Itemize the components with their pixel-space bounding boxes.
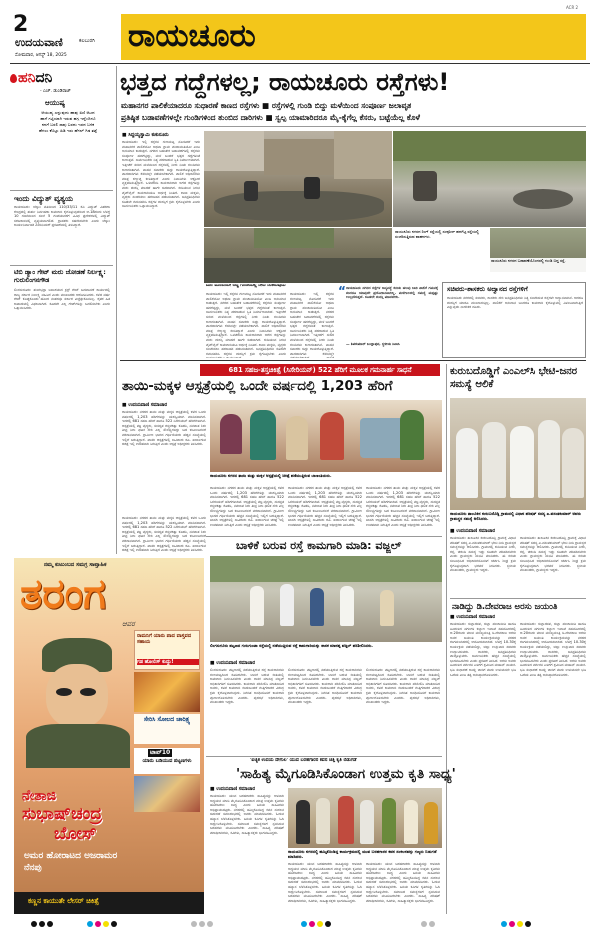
lead-photo-street xyxy=(204,131,392,227)
lead-photo-caption3: ರಾಯಚೂರು ನಗರದ ಬಡಾವಣೆಯೊಂದರಲ್ಲಿ ಗುಂಡಿ ಬಿದ್ದ ರಸ್ತೆ. xyxy=(490,258,586,280)
taranga-promo3b-text: ಯಾರು ಬಡಿಯುವ ಪಟ್ಟಣಗಳು xyxy=(142,758,192,764)
road-work-headline: ಬಾಳಿಕೆ ಬರುವ ರಸ್ತೆ ಕಾಮಗಾರಿ ಮಾಡಿ: ವಜ್ಜಲ್ xyxy=(236,539,402,552)
left-story2-body: ಲಿಂಗಸುಗೂರು: ತುಂಗಭದ್ರಾ ಜಲಾಶಯದ ಕ್ರಸ್ಟ್ ಗೇಟ್ ಬದಲಾವಣೆ ಕಾರ್ಯದಲ್ಲಿ ರಾಜ್ಯ ಸರ್ಕಾರ ನಿರ್ಲಕ್ಷ್ಯ ವಹಿಸಿದೆ ಎಂದು ಮುಖಂಡರು ಆರೋಪಿಸಿದರು. ಕಳೆದ ವರ್ಷ ಗೇಟ್ ಕೊಚ್ಚಿಕೊಂಡು ಹೋದ ನಂತರವೂ ಸರ್ಕಾರ ಎಚ್ಚೆತ್ತುಕೊಂಡಿಲ್ಲ. ರೈತರ ಹಿತ ಕಾಪಾಡುವಲ್ಲಿ ವಿಫಲವಾಗಿದೆ. ಕೂಡಲೇ ಎಲ್ಲ ಗೇಟ್‌ಗಳನ್ನು ಬದಲಿಸಬೇಕು ಎಂದು ಒತ್ತಾಯಿಸಿದರು. xyxy=(14,288,110,311)
maternity-body-col1: ರಾಯಚೂರು: ನಗರದ ತಾಯಿ ಮತ್ತು ಮಕ್ಕಳ ಆಸ್ಪತ್ರೆಯಲ್ಲಿ ಕಳೆದ ಒಂದು ವರ್ಷದಲ್ಲಿ 1,203 ಹೆರಿಗೆಗಳನ್ನು ಯಶಸ್ವಿಯಾಗಿ ಮಾಡಿಸಲಾಗಿದೆ. ಇದರಲ್ಲಿ 681 ಸಹಜ ಹೆರಿಗೆ ಹಾಗೂ 522 ಸಿಸೇರಿಯನ್ ಹೆರಿಗೆಗಳಾಗಿವೆ. ಆಸ್ಪತ್ರೆಯಲ್ಲಿ ತಜ್ಞ ವೈದ್ಯರು, ಸುಸಜ್ಜಿತ ಶಸ್ತ್ರಚಿಕಿತ್ಸಾ ಕೊಠಡಿ, ನವಜಾತ ಶಿಶು ತೀವ್ರ ನಿಗಾ ಘಟಕ ಸೇರಿ ಎಲ್ಲ ಸೌಲಭ್ಯಗಳಿದ್ದು ಬಡ ಕುಟುಂಬಗಳಿಗೆ ವರದಾನವಾಗಿದೆ. ಗ್ರಾಮೀಣ ಭಾಗದ ಗರ್ಭಿಣಿಯರು ಹೆಚ್ಚಿನ ಸಂಖ್ಯೆಯಲ್ಲಿ ಇಲ್ಲಿಗೆ ಬರುತ್ತಿದ್ದಾರೆ. ಖಾಸಗಿ ಆಸ್ಪತ್ರೆಗಳಲ್ಲಿ ಸಾವಿರಾರು ರೂ. ಖರ್ಚಾಗುವ ಚಿಕಿತ್ಸೆ ಇಲ್ಲಿ ಉಚಿತವಾಗಿ ಸಿಗುತ್ತಿದೆ ಎಂದು ಆಸ್ಪತ್ರೆ ಅಧೀಕ್ಷಕರು ತಿಳಿಸಿದರು. xyxy=(122,410,206,447)
taranga-promo3 xyxy=(134,748,200,774)
registration-marks xyxy=(30,912,54,928)
taranga-tagline: ನಮ್ಮ ಕುಟುಂಬದ ಸಮಗ್ರ ಸಾಪ್ತಾಹಿಕ xyxy=(44,562,107,568)
poem-text: ಆಯುಷ್ಯ ಎನ್ನುವುದು ಹಾವು ಏಣಿ ಆಟದ ಹಾಗೆ ಗಟ್ಟಿಯಾಗಿ ಇರುವ ಹಗ್ಗ ಇನ್ನೆಂದಿಗೂ ನನಗೆ ಬರಲಿ ಸಾವು ಬರದು ಇರದ ಬಳಿಕ ಹೆಗಲು ಕೊಟ್ಟು ಹಿಡಿ ಇರು ಹೆಗಲ್ ಗಿಡ ತಟ್ಟೆ xyxy=(38,110,98,133)
hanidani-box xyxy=(10,66,113,190)
mlc-visit-byline: ■ ಉದಯವಾಣಿ ಸಮಾಚಾರ xyxy=(450,529,496,534)
devaraj-body-col2: ರಾಯಚೂರು: ಜಿಲ್ಲಾಡಳಿತ, ಜಿಲ್ಲಾ ಪಂಚಾಯಿತಿ ಹಾಗೂ ಹಿಂದುಳಿದ ವರ್ಗಗಳ ಕಲ್ಯಾಣ ಇಲಾಖೆ ಸಹಯೋಗದಲ್ಲಿ ಆ.20ರಂದು ಮಾಜಿ ಮುಖ್ಯಮಂತ್ರಿ ಡಿ.ದೇವರಾಜ ಅರಸು ಅವರ ಜಯಂತಿ ಕಾರ್ಯಕ್ರಮವನ್ನು ನಗರದ ರಂಗಮಂದಿರದಲ್ಲಿ ಆಯೋಜಿಸಲಾಗಿದೆ. ಬೆಳಗ್ಗೆ 10.30ಕ್ಕೆ ಕಾರ್ಯಕ್ರಮ ನಡೆಯಲಿದ್ದು, ಜಿಲ್ಲಾ ಉಸ್ತುವಾರಿ ಸಚಿವರು ಉದ್ಘಾಟಿಸುವರು. ಶಾಸಕರು, ಜನಪ್ರತಿನಿಧಿಗಳು ಪಾಲ್ಗೊಳ್ಳುವರು. ಸಾರ್ವಜನಿಕರು ಹೆಚ್ಚಿನ ಸಂಖ್ಯೆಯಲ್ಲಿ ಭಾಗವಹಿಸಬೇಕು ಎಂದು ಪ್ರಕಟಣೆ ತಿಳಿಸಿದೆ. ಅರಸು ಅವರು ಹಿಂದುಳಿದ ವರ್ಗಗಳ ಏಳಿಗೆಗೆ ಶ್ರಮಿಸಿದ ಮಹಾನ್ ನಾಯಕ. ಭೂ ಸುಧಾರಣೆ ಕಾಯ್ದೆ ಜಾರಿಗೆ ತಂದು ಉಳುವವನೇ ಭೂ ಒಡೆಯ ಎಂಬ ತತ್ವ ಅನುಷ್ಠಾನಗೊಳಿಸಿದರು. xyxy=(520,622,586,677)
taranga-title: ತರಂಗ xyxy=(20,569,106,618)
lead-body-col1: ರಾಯಚೂರು: ಇಲ್ಲಿ ರಸ್ತೆಗಳ ಗುಣಮಟ್ಟ ನೋಡಿದರೆ ಇದು ಮಹಾನಗರ ಪಾಲಿಕೆಯೋ ಅಥವಾ ಗ್ರಾಮ ಪಂಚಾಯಿತಿಯೋ ಎಂಬ ಅನುಮಾನ ಕಾಡುತ್ತದೆ. ನಗರದ ಬಹುತೇಕ ಬಡಾವಣೆಗಳಲ್ಲಿ ರಸ್ತೆಗಳು ಸಂಪೂರ್ಣ ಹದಗೆಟ್ಟಿದ್ದು, ಮಳೆ ಬಂದರೆ ಭತ್ತದ ಗದ್ದೆಗಳಂತೆ ಕಾಣುತ್ತವೆ. ಸಾರ್ವಜನಿಕರು ನಿತ್ಯ ಪರದಾಡುವ ಸ್ಥಿತಿ ನಿರ್ಮಾಣವಾಗಿದೆ. ಇತ್ತೀಚೆಗೆ ಸುರಿದ ಮಳೆಯಿಂದ ರಸ್ತೆಗಳಲ್ಲಿ ನೀರು ನಿಂತು ಗುಂಡಿಗಳು ಕಾಣದಂತಾಗಿವೆ. ವಾಹನ ಸವಾರರು ಬಿದ್ದು ಗಾಯಗೊಳ್ಳುತ್ತಿದ್ದಾರೆ. ಪಾದಚಾರಿಗಳು ಕೆಸರಿನಲ್ಲೇ ನಡೆಯಬೇಕಾಗಿದೆ. ಪಾಲಿಕೆ ಅಧಿಕಾರಿಗಳು ಮಾತ್ರ ಕಣ್ಮುಚ್ಚಿ ಕುಳಿತಿದ್ದಾರೆ ಎಂದು ನಿವಾಸಿಗಳು ಆಕ್ರೋಶ ವ್ಯಕ್ತಪಡಿಸುತ್ತಿದ್ದಾರೆ. ಒಳಚರಂಡಿ ಕಾಮಗಾರಿಗಾಗಿ ಅಗೆದ ರಸ್ತೆಗಳನ್ನು ಮರು ದುರಸ್ತಿ ಮಾಡದೆ ಹಾಗೇ ಬಿಡಲಾಗಿದೆ. ಕುಡಿಯುವ ನೀರಿನ ಪೈಪ್‌ಲೈನ್ ಕಾಮಗಾರಿಯೂ ಅರ್ಧಕ್ಕೆ ನಿಂತಿದೆ. ಶಾಲಾ ಮಕ್ಕಳು, ವೃದ್ಧರು ಸಂಚರಿಸಲು ಹರಸಾಹಸ ಪಡುವಂತಾಗಿದೆ. ಜನಪ್ರತಿನಿಧಿಗಳು ಕೂಡಲೇ ಗಮನಹರಿಸಿ ರಸ್ತೆಗಳ ದುರಸ್ತಿಗೆ ಕ್ರಮ ಕೈಗೊಳ್ಳಬೇಕು ಎಂದು ಸಾರ್ವಜನಿಕರು ಒತ್ತಾಯಿಸಿದ್ದಾರೆ. xyxy=(122,140,200,209)
taranga-promo2-text: ಸೇರಿಸಿ ಸೋಲದ ಚಾರಿತ್ರ್ಯ xyxy=(143,716,191,723)
lead-byline: ■ ಸಿದ್ದಯ್ಯಸ್ವಾಮಿ ಕುಕುನೂರು xyxy=(122,133,169,138)
sidebox-body: ರಾಯಚೂರು ನಗರದಲ್ಲಿ ಸಚಿವರು, ಶಾಸಕರು ಸೇರಿ ಜನಪ್ರತಿನಿಧಿಗಳು ನಿತ್ಯ ಸಂಚರಿಸುವ ರಸ್ತೆಗಳೇ ಅದ್ವಾನವಾಗಿವೆ. ಆದರೂ ದುರಸ್ತಿಗೆ ಯಾರೂ ಮುಂದಾಗುತ್ತಿಲ್ಲ. ಪಾಲಿಕೆಗೆ ಅನುದಾನ ಬಂದರೂ ಕಾಮಗಾರಿ ಕೈಗೊಳ್ಳುವಲ್ಲಿ ವಿಳಂಬವಾಗುತ್ತಿದೆ ಎನ್ನುವುದು ನಾಗರಿಕರ ದೂರು. xyxy=(447,296,583,310)
sahitya-photo-caption: ರಾಯಚೂರು ನಗರದಲ್ಲಿ ಹಮ್ಮಿಕೊಂಡಿದ್ದ ಕಾರ್ಯಕ್ರಮದಲ್ಲಿ ಯುವ ಬರಹಗಾರರ ಕವನ ಸಂಕಲನವನ್ನು ಗಣ್ಯರು ಬಿಡುಗಡೆ ಮಾಡಿದರು. xyxy=(288,850,437,859)
registration-marks-2 xyxy=(86,912,118,928)
edition-label: ಕಲಬುರಗಿ xyxy=(79,38,95,44)
maternity-body-col3: ರಾಯಚೂರು: ನಗರದ ತಾಯಿ ಮತ್ತು ಮಕ್ಕಳ ಆಸ್ಪತ್ರೆಯಲ್ಲಿ ಕಳೆದ ಒಂದು ವರ್ಷದಲ್ಲಿ 1,203 ಹೆರಿಗೆಗಳನ್ನು ಯಶಸ್ವಿಯಾಗಿ ಮಾಡಿಸಲಾಗಿದೆ. ಇದರಲ್ಲಿ 681 ಸಹಜ ಹೆರಿಗೆ ಹಾಗೂ 522 ಸಿಸೇರಿಯನ್ ಹೆರಿಗೆಗಳಾಗಿವೆ. ಆಸ್ಪತ್ರೆಯಲ್ಲಿ ತಜ್ಞ ವೈದ್ಯರು, ಸುಸಜ್ಜಿತ ಶಸ್ತ್ರಚಿಕಿತ್ಸಾ ಕೊಠಡಿ, ನವಜಾತ ಶಿಶು ತೀವ್ರ ನಿಗಾ ಘಟಕ ಸೇರಿ ಎಲ್ಲ ಸೌಲಭ್ಯಗಳಿದ್ದು ಬಡ ಕುಟುಂಬಗಳಿಗೆ ವರದಾನವಾಗಿದೆ. ಗ್ರಾಮೀಣ ಭಾಗದ ಗರ್ಭಿಣಿಯರು ಹೆಚ್ಚಿನ ಸಂಖ್ಯೆಯಲ್ಲಿ ಇಲ್ಲಿಗೆ ಬರುತ್ತಿದ್ದಾರೆ. ಖಾಸಗಿ ಆಸ್ಪತ್ರೆಗಳಲ್ಲಿ ಸಾವಿರಾರು ರೂ. ಖರ್ಚಾಗುವ ಚಿಕಿತ್ಸೆ ಇಲ್ಲಿ ಉಚಿತವಾಗಿ ಸಿಗುತ್ತಿದೆ ಎಂದು ಆಸ್ಪತ್ರೆ ಅಧೀಕ್ಷಕರು ತಿಳಿಸಿದರು. xyxy=(288,486,362,527)
hanidani-author: - ಎಚ್. ಡುಂಡಿರಾಜ್ xyxy=(40,89,71,94)
maternity-photo xyxy=(210,400,442,472)
lead-body-col2: ರಾಯಚೂರು: ಇಲ್ಲಿ ರಸ್ತೆಗಳ ಗುಣಮಟ್ಟ ನೋಡಿದರೆ ಇದು ಮಹಾನಗರ ಪಾಲಿಕೆಯೋ ಅಥವಾ ಗ್ರಾಮ ಪಂಚಾಯಿತಿಯೋ ಎಂಬ ಅನುಮಾನ ಕಾಡುತ್ತದೆ. ನಗರದ ಬಹುತೇಕ ಬಡಾವಣೆಗಳಲ್ಲಿ ರಸ್ತೆಗಳು ಸಂಪೂರ್ಣ ಹದಗೆಟ್ಟಿದ್ದು, ಮಳೆ ಬಂದರೆ ಭತ್ತದ ಗದ್ದೆಗಳಂತೆ ಕಾಣುತ್ತವೆ. ಸಾರ್ವಜನಿಕರು ನಿತ್ಯ ಪರದಾಡುವ ಸ್ಥಿತಿ ನಿರ್ಮಾಣವಾಗಿದೆ. ಇತ್ತೀಚೆಗೆ ಸುರಿದ ಮಳೆಯಿಂದ ರಸ್ತೆಗಳಲ್ಲಿ ನೀರು ನಿಂತು ಗುಂಡಿಗಳು ಕಾಣದಂತಾಗಿವೆ. ವಾಹನ ಸವಾರರು ಬಿದ್ದು ಗಾಯಗೊಳ್ಳುತ್ತಿದ್ದಾರೆ. ಪಾದಚಾರಿಗಳು ಕೆಸರಿನಲ್ಲೇ ನಡೆಯಬೇಕಾಗಿದೆ. ಪಾಲಿಕೆ ಅಧಿಕಾರಿಗಳು ಮಾತ್ರ ಕಣ್ಮುಚ್ಚಿ ಕುಳಿತಿದ್ದಾರೆ ಎಂದು ನಿವಾಸಿಗಳು ಆಕ್ರೋಶ ವ್ಯಕ್ತಪಡಿಸುತ್ತಿದ್ದಾರೆ. ಒಳಚರಂಡಿ ಕಾಮಗಾರಿಗಾಗಿ ಅಗೆದ ರಸ್ತೆಗಳನ್ನು ಮರು ದುರಸ್ತಿ ಮಾಡದೆ ಹಾಗೇ ಬಿಡಲಾಗಿದೆ. ಕುಡಿಯುವ ನೀರಿನ ಪೈಪ್‌ಲೈನ್ ಕಾಮಗಾರಿಯೂ ಅರ್ಧಕ್ಕೆ ನಿಂತಿದೆ. ಶಾಲಾ ಮಕ್ಕಳು, ವೃದ್ಧರು ಸಂಚರಿಸಲು ಹರಸಾಹಸ ಪಡುವಂತಾಗಿದೆ. ಜನಪ್ರತಿನಿಧಿಗಳು ಕೂಡಲೇ ಗಮನಹರಿಸಿ ರಸ್ತೆಗಳ ದುರಸ್ತಿಗೆ ಕ್ರಮ ಕೈಗೊಳ್ಳಬೇಕು ಎಂದು xyxy=(206,292,286,356)
maternity-body-col2: ರಾಯಚೂರು: ನಗರದ ತಾಯಿ ಮತ್ತು ಮಕ್ಕಳ ಆಸ್ಪತ್ರೆಯಲ್ಲಿ ಕಳೆದ ಒಂದು ವರ್ಷದಲ್ಲಿ 1,203 ಹೆರಿಗೆಗಳನ್ನು ಯಶಸ್ವಿಯಾಗಿ ಮಾಡಿಸಲಾಗಿದೆ. ಇದರಲ್ಲಿ 681 ಸಹಜ ಹೆರಿಗೆ ಹಾಗೂ 522 ಸಿಸೇರಿಯನ್ ಹೆರಿಗೆಗಳಾಗಿವೆ. ಆಸ್ಪತ್ರೆಯಲ್ಲಿ ತಜ್ಞ ವೈದ್ಯರು, ಸುಸಜ್ಜಿತ ಶಸ್ತ್ರಚಿಕಿತ್ಸಾ ಕೊಠಡಿ, ನವಜಾತ ಶಿಶು ತೀವ್ರ ನಿಗಾ ಘಟಕ ಸೇರಿ ಎಲ್ಲ ಸೌಲಭ್ಯಗಳಿದ್ದು ಬಡ ಕುಟುಂಬಗಳಿಗೆ ವರದಾನವಾಗಿದೆ. ಗ್ರಾಮೀಣ ಭಾಗದ ಗರ್ಭಿಣಿಯರು ಹೆಚ್ಚಿನ ಸಂಖ್ಯೆಯಲ್ಲಿ ಇಲ್ಲಿಗೆ ಬರುತ್ತಿದ್ದಾರೆ. ಖಾಸಗಿ ಆಸ್ಪತ್ರೆಗಳಲ್ಲಿ ಸಾವಿರಾರು ರೂ. ಖರ್ಚಾಗುವ ಚಿಕಿತ್ಸೆ ಇಲ್ಲಿ ಉಚಿತವಾಗಿ ಸಿಗುತ್ತಿದೆ ಎಂದು ಆಸ್ಪತ್ರೆ ಅಧೀಕ್ಷಕರು ತಿಳಿಸಿದರು. xyxy=(210,486,284,527)
taranga-bottom-bar xyxy=(14,892,204,914)
lead-headline: ಭತ್ತದ ಗದ್ದೆಗಳಲ್ಲ; ರಾಯಚೂರು ರಸ್ತೆಗಳು! xyxy=(120,68,450,96)
hanidani-brand-a: ಹನಿ xyxy=(18,70,36,86)
lead-photo-colony xyxy=(204,228,392,283)
taranga-name1: ನೇತಾಜಿ xyxy=(22,788,57,804)
mlc-visit-body-col1: ರಾಯಚೂರು: ತಾಲೂಕಿನ ಕುರುಬದೊಡ್ಡಿ ಗ್ರಾಮಕ್ಕೆ ವಿಧಾನ ಪರಿಷತ್ ಸದಸ್ಯ ಎ.ವಸಂತಕುಮಾರ್ ಭೇಟಿ ನೀಡಿ ಗ್ರಾಮಸ್ಥರ ಸಮಸ್ಯೆಗಳನ್ನು ಆಲಿಸಿದರು. ಗ್ರಾಮದಲ್ಲಿ ಕುಡಿಯುವ ನೀರು, ರಸ್ತೆ, ಚರಂಡಿ ಸಮಸ್ಯೆ ಇದ್ದು ಕೂಡಲೇ ಪರಿಹರಿಸಬೇಕು ಎಂದು ಗ್ರಾಮಸ್ಥರು ಮನವಿ ಮಾಡಿದರು. ಈ ಕುರಿತು ಸಂಬಂಧಿಸಿದ ಅಧಿಕಾರಿಗಳೊಂದಿಗೆ ಚರ್ಚಿಸಿ ಶೀಘ್ರ ಕ್ರಮ ಕೈಗೊಳ್ಳುವುದಾಗಿ ಭರವಸೆ ನೀಡಿದರು. ಸ್ಥಳೀಯ ಮುಖಂಡರು, ಗ್ರಾಮಸ್ಥರು ಇದ್ದರು. xyxy=(450,536,516,573)
taranga-promo-img1 xyxy=(134,672,200,712)
lead-strip-caption: ಮನೆ ಮುಂದೆಯೇ ಬಿದ್ದ ಗುಂಡಿಯಲ್ಲಿ ನೀರು ನಿಂತಿರುವುದು xyxy=(206,284,286,288)
lead-photo-wet-road xyxy=(393,131,586,227)
lead-photo-caption2: ರಾಯಚೂರು ನಗರದ ರಿಂಗ್ ರಸ್ತೆಯಲ್ಲಿ ಸಂಪೂರ್ಣ ಹದಗೆಟ್ಟ ರಸ್ತೆಯಲ್ಲಿ ಸಂಚರಿಸುತ್ತಿರುವ ವಾಹನಗಳು. xyxy=(393,228,489,272)
devaraj-body-col1: ರಾಯಚೂರು: ಜಿಲ್ಲಾಡಳಿತ, ಜಿಲ್ಲಾ ಪಂಚಾಯಿತಿ ಹಾಗೂ ಹಿಂದುಳಿದ ವರ್ಗಗಳ ಕಲ್ಯಾಣ ಇಲಾಖೆ ಸಹಯೋಗದಲ್ಲಿ ಆ.20ರಂದು ಮಾಜಿ ಮುಖ್ಯಮಂತ್ರಿ ಡಿ.ದೇವರಾಜ ಅರಸು ಅವರ ಜಯಂತಿ ಕಾರ್ಯಕ್ರಮವನ್ನು ನಗರದ ರಂಗಮಂದಿರದಲ್ಲಿ ಆಯೋಜಿಸಲಾಗಿದೆ. ಬೆಳಗ್ಗೆ 10.30ಕ್ಕೆ ಕಾರ್ಯಕ್ರಮ ನಡೆಯಲಿದ್ದು, ಜಿಲ್ಲಾ ಉಸ್ತುವಾರಿ ಸಚಿವರು ಉದ್ಘಾಟಿಸುವರು. ಶಾಸಕರು, ಜನಪ್ರತಿನಿಧಿಗಳು ಪಾಲ್ಗೊಳ್ಳುವರು. ಸಾರ್ವಜನಿಕರು ಹೆಚ್ಚಿನ ಸಂಖ್ಯೆಯಲ್ಲಿ ಭಾಗವಹಿಸಬೇಕು ಎಂದು ಪ್ರಕಟಣೆ ತಿಳಿಸಿದೆ. ಅರಸು ಅವರು ಹಿಂದುಳಿದ ವರ್ಗಗಳ ಏಳಿಗೆಗೆ ಶ್ರಮಿಸಿದ ಮಹಾನ್ ನಾಯಕ. ಭೂ ಸುಧಾರಣೆ ಕಾಯ್ದೆ ಜಾರಿಗೆ ತಂದು ಉಳುವವನೇ ಭೂ ಒಡೆಯ ಎಂಬ ತತ್ವ ಅನುಷ್ಠಾನಗೊಳಿಸಿದರು. xyxy=(450,622,516,677)
road-work-caption: ಲಿಂಗಸುಗೂರು ಪಟ್ಟಣದ ಗುರುಗುಂಟಾ ರಸ್ತೆಯಲ್ಲಿ ನಡೆಯುತ್ತಿರುವ ರಸ್ತೆ ಕಾಮಗಾರಿಯನ್ನು ಶಾಸಕ ಮಾನಪ್ಪ ವಜ್ಜಲ್ ಪರಿಶೀಲಿಸಿದರು. xyxy=(210,644,373,648)
maternity-body-col1b: ರಾಯಚೂರು: ನಗರದ ತಾಯಿ ಮತ್ತು ಮಕ್ಕಳ ಆಸ್ಪತ್ರೆಯಲ್ಲಿ ಕಳೆದ ಒಂದು ವರ್ಷದಲ್ಲಿ 1,203 ಹೆರಿಗೆಗಳನ್ನು ಯಶಸ್ವಿಯಾಗಿ ಮಾಡಿಸಲಾಗಿದೆ. ಇದರಲ್ಲಿ 681 ಸಹಜ ಹೆರಿಗೆ ಹಾಗೂ 522 ಸಿಸೇರಿಯನ್ ಹೆರಿಗೆಗಳಾಗಿವೆ. ಆಸ್ಪತ್ರೆಯಲ್ಲಿ ತಜ್ಞ ವೈದ್ಯರು, ಸುಸಜ್ಜಿತ ಶಸ್ತ್ರಚಿಕಿತ್ಸಾ ಕೊಠಡಿ, ನವಜಾತ ಶಿಶು ತೀವ್ರ ನಿಗಾ ಘಟಕ ಸೇರಿ ಎಲ್ಲ ಸೌಲಭ್ಯಗಳಿದ್ದು ಬಡ ಕುಟುಂಬಗಳಿಗೆ ವರದಾನವಾಗಿದೆ. ಗ್ರಾಮೀಣ ಭಾಗದ ಗರ್ಭಿಣಿಯರು ಹೆಚ್ಚಿನ ಸಂಖ್ಯೆಯಲ್ಲಿ ಇಲ್ಲಿಗೆ ಬರುತ್ತಿದ್ದಾರೆ. ಖಾಸಗಿ ಆಸ್ಪತ್ರೆಗಳಲ್ಲಿ ಸಾವಿರಾರು ರೂ. ಖರ್ಚಾಗುವ ಚಿಕಿತ್ಸೆ ಇಲ್ಲಿ ಉಚಿತವಾಗಿ ಸಿಗುತ್ತಿದೆ ಎಂದು ಆಸ್ಪತ್ರೆ ಅಧೀಕ್ಷಕರು ತಿಳಿಸಿದರು. xyxy=(122,516,206,553)
mlc-visit-photo xyxy=(450,398,586,510)
taranga-ad xyxy=(14,558,204,914)
mlc-visit-caption: ರಾಯಚೂರು ತಾಲೂಕಿನ ಕುರುಬದೊಡ್ಡಿ ಗ್ರಾಮದಲ್ಲಿ ವಿಧಾನ ಪರಿಷತ್ ಸದಸ್ಯ ಎ.ವಸಂತಕುಮಾರ್ ಅವರು ಗ್ರಾಮಸ್ಥರ ಸಮಸ್ಯೆ ಆಲಿಸಿದರು. xyxy=(450,512,581,521)
sahitya-body-col2: ರಾಯಚೂರು: ಯುವ ಬರಹಗಾರರು ಸಾಹಿತ್ಯವನ್ನು ಆಳವಾಗಿ ಅಧ್ಯಯನ ಮಾಡಿ ಮೈಗೂಡಿಸಿಕೊಂಡಾಗ ಮಾತ್ರ ಉತ್ತಮ ಕೃತಿಗಳು ಹೊರಬರಲು ಸಾಧ್ಯ ಎಂದು ಹಿರಿಯ ಸಾಹಿತಿಗಳು ಅಭಿಪ್ರಾಯಪಟ್ಟರು. ನಗರದಲ್ಲಿ ಹಮ್ಮಿಕೊಂಡಿದ್ದ ಕವನ ಸಂಕಲನ ಬಿಡುಗಡೆ ಸಮಾರಂಭದಲ್ಲಿ ಅವರು ಮಾತನಾಡಿದರು. ಓದುವ ಹವ್ಯಾಸ ಬೆಳೆಸಿಕೊಳ್ಳಬೇಕು. ಹಿರಿಯ ಕವಿಗಳ ಕೃತಿಗಳನ್ನು ಓದಿ ಅರ್ಥೈಸಿಕೊಳ್ಳಬೇಕು. ಸಮಾಜದ ಸಮಸ್ಯೆಗಳಿಗೆ ಸ್ಪಂದಿಸುವ ಬರಹಗಳು ಮೂಡಿಬರಬೇಕು ಎಂದರು. ಸಾಹಿತ್ಯ ಪರಿಷತ್ ಪದಾಧಿಕಾರಿಗಳು, ಕವಿಗಳು, ಸಾಹಿತ್ಯಾಸಕ್ತರು ಭಾಗವಹಿಸಿದ್ದರು. xyxy=(288,862,362,903)
taranga-promo-img2 xyxy=(134,776,200,812)
lead-deck1: ಮಹಾನಗರ ಪಾಲಿಕೆಯಾದರೂ ಸುಧಾರಣೆ ಕಾಣದ ರಸ್ತೆಗಳು ■ ರಸ್ತೆಗಳಲ್ಲಿ ಗುಂಡಿ ಬಿದ್ದು ಮಳೆಯಿಂದ ಸಂಪೂರ್ಣ ಜಲಾವೃತ xyxy=(121,101,412,110)
date-line: ಸೋಮವಾರ, ಆಗಸ್ಟ್ 18, 2025 xyxy=(15,53,67,58)
devaraj-headline: ನಾಡಿದ್ದು ಡಿ.ದೇವರಾಜ ಅರಸು ಜಯಂತಿ xyxy=(452,601,558,611)
maternity-headline: ತಾಯಿ-ಮಕ್ಕಳ ಆಸ್ಪತ್ರೆಯಲ್ಲಿ ಒಂದೇ ವರ್ಷದಲ್ಲಿ 1,203 ಹೆರಿಗೆ xyxy=(122,379,393,394)
maternity-body-col4: ರಾಯಚೂರು: ನಗರದ ತಾಯಿ ಮತ್ತು ಮಕ್ಕಳ ಆಸ್ಪತ್ರೆಯಲ್ಲಿ ಕಳೆದ ಒಂದು ವರ್ಷದಲ್ಲಿ 1,203 ಹೆರಿಗೆಗಳನ್ನು ಯಶಸ್ವಿಯಾಗಿ ಮಾಡಿಸಲಾಗಿದೆ. ಇದರಲ್ಲಿ 681 ಸಹಜ ಹೆರಿಗೆ ಹಾಗೂ 522 ಸಿಸೇರಿಯನ್ ಹೆರಿಗೆಗಳಾಗಿವೆ. ಆಸ್ಪತ್ರೆಯಲ್ಲಿ ತಜ್ಞ ವೈದ್ಯರು, ಸುಸಜ್ಜಿತ ಶಸ್ತ್ರಚಿಕಿತ್ಸಾ ಕೊಠಡಿ, ನವಜಾತ ಶಿಶು ತೀವ್ರ ನಿಗಾ ಘಟಕ ಸೇರಿ ಎಲ್ಲ ಸೌಲಭ್ಯಗಳಿದ್ದು ಬಡ ಕುಟುಂಬಗಳಿಗೆ ವರದಾನವಾಗಿದೆ. ಗ್ರಾಮೀಣ ಭಾಗದ ಗರ್ಭಿಣಿಯರು ಹೆಚ್ಚಿನ ಸಂಖ್ಯೆಯಲ್ಲಿ ಇಲ್ಲಿಗೆ ಬರುತ್ತಿದ್ದಾರೆ. ಖಾಸಗಿ ಆಸ್ಪತ್ರೆಗಳಲ್ಲಿ ಸಾವಿರಾರು ರೂ. ಖರ್ಚಾಗುವ ಚಿಕಿತ್ಸೆ ಇಲ್ಲಿ ಉಚಿತವಾಗಿ ಸಿಗುತ್ತಿದೆ ಎಂದು ಆಸ್ಪತ್ರೆ ಅಧೀಕ್ಷಕರು ತಿಳಿಸಿದರು. xyxy=(366,486,440,527)
paper-name: ಉದಯವಾಣಿ xyxy=(15,36,63,49)
road-work-photo xyxy=(210,556,442,642)
lead-quote: ರಾಯಚೂರು ನಗರದ ರಸ್ತೆಗಳ ಅವ್ಯವಸ್ಥೆ ಕುರಿತು ಹಲವು ಬಾರಿ ಪಾಲಿಕೆ ಗಮನಕ್ಕೆ ತಂದರೂ ಯಾವುದೇ ಪ್ರಯೋಜನವಾಗಿಲ್ಲ. ಮಳೆಗಾಲದಲ್ಲಿ ಸಮಸ್ಯೆ ಮತ್ತಷ್ಟು ಉಲ್ಬಣಿಸುತ್ತದೆ. ಕೂಡಲೇ ದುರಸ್ತಿ ಮಾಡಬೇಕು. xyxy=(346,286,438,300)
taranga-promo2 xyxy=(134,714,200,744)
taranga-promo1 xyxy=(134,630,200,670)
registration-marks-3 xyxy=(190,912,214,928)
devaraj-byline: ■ ಉದಯವಾಣಿ ಸಮಾಚಾರ xyxy=(450,615,496,620)
road-work-body-col1: ಲಿಂಗಸುಗೂರು: ಪಟ್ಟಣದಲ್ಲಿ ನಡೆಯುತ್ತಿರುವ ರಸ್ತೆ ಕಾಮಗಾರಿಗಳು ಗುಣಮಟ್ಟದಿಂದ ಕೂಡಿರಬೇಕು. ಬಾಳಿಕೆ ಬರುವ ರೀತಿಯಲ್ಲಿ ಕಾಮಗಾರಿ ನಿರ್ವಹಿಸಬೇಕು ಎಂದು ಶಾಸಕ ಮಾನಪ್ಪ ವಜ್ಜಲ್ ಅಧಿಕಾರಿಗಳಿಗೆ ಸೂಚಿಸಿದರು. ಕಾಮಗಾರಿ ಪರಿಶೀಲಿಸಿ ಮಾತನಾಡಿದ ಅವರು, ಕಳಪೆ ಕಾಮಗಾರಿ ಕಂಡುಬಂದರೆ ಗುತ್ತಿಗೆದಾರರ ವಿರುದ್ಧ ಕ್ರಮ ಕೈಗೊಳ್ಳಲಾಗುವುದು. ನಿಗದಿತ ಅವಧಿಯೊಳಗೆ ಕಾಮಗಾರಿ ಪೂರ್ಣಗೊಳಿಸಬೇಕು ಎಂದರು. ಪುರಸಭೆ ಅಧಿಕಾರಿಗಳು, ಮುಖಂಡರು ಇದ್ದರು. xyxy=(210,668,284,705)
maternity-byline: ■ ಉದಯವಾಣಿ ಸಮಾಚಾರ xyxy=(122,403,168,408)
sahitya-body-col1: ರಾಯಚೂರು: ಯುವ ಬರಹಗಾರರು ಸಾಹಿತ್ಯವನ್ನು ಆಳವಾಗಿ ಅಧ್ಯಯನ ಮಾಡಿ ಮೈಗೂಡಿಸಿಕೊಂಡಾಗ ಮಾತ್ರ ಉತ್ತಮ ಕೃತಿಗಳು ಹೊರಬರಲು ಸಾಧ್ಯ ಎಂದು ಹಿರಿಯ ಸಾಹಿತಿಗಳು ಅಭಿಪ್ರಾಯಪಟ್ಟರು. ನಗರದಲ್ಲಿ ಹಮ್ಮಿಕೊಂಡಿದ್ದ ಕವನ ಸಂಕಲನ ಬಿಡುಗಡೆ ಸಮಾರಂಭದಲ್ಲಿ ಅವರು ಮಾತನಾಡಿದರು. ಓದುವ ಹವ್ಯಾಸ ಬೆಳೆಸಿಕೊಳ್ಳಬೇಕು. ಹಿರಿಯ ಕವಿಗಳ ಕೃತಿಗಳನ್ನು ಓದಿ ಅರ್ಥೈಸಿಕೊಳ್ಳಬೇಕು. ಸಮಾಜದ ಸಮಸ್ಯೆಗಳಿಗೆ ಸ್ಪಂದಿಸುವ ಬರಹಗಳು ಮೂಡಿಬರಬೇಕು ಎಂದರು. ಸಾಹಿತ್ಯ ಪರಿಷತ್ ಪದಾಧಿಕಾರಿಗಳು, ಕವಿಗಳು, ಸಾಹಿತ್ಯಾಸಕ್ತರು ಭಾಗವಹಿಸಿದ್ದರು. xyxy=(210,794,284,835)
hanidani-brand-b: ದನಿ xyxy=(35,70,53,86)
sahitya-headline: 'ಸಾಹಿತ್ಯ ಮೈಗೂಡಿಸಿಕೊಂಡಾಗ ಉತ್ತಮ ಕೃತಿ ಸಾಧ್ಯ' xyxy=(236,766,456,782)
quote-mark-icon: “ xyxy=(338,284,346,298)
taranga-promo1-text: ರಾಮನಿಗೆ ಯಾರು ಪಾದ ವಾಸ್ತವದ ಸಹಾಯ xyxy=(137,633,192,645)
registration-marks-6 xyxy=(500,912,532,928)
lead-body-col3: ರಾಯಚೂರು: ಇಲ್ಲಿ ರಸ್ತೆಗಳ ಗುಣಮಟ್ಟ ನೋಡಿದರೆ ಇದು ಮಹಾನಗರ ಪಾಲಿಕೆಯೋ ಅಥವಾ ಗ್ರಾಮ ಪಂಚಾಯಿತಿಯೋ ಎಂಬ ಅನುಮಾನ ಕಾಡುತ್ತದೆ. ನಗರದ ಬಹುತೇಕ ಬಡಾವಣೆಗಳಲ್ಲಿ ರಸ್ತೆಗಳು ಸಂಪೂರ್ಣ ಹದಗೆಟ್ಟಿದ್ದು, ಮಳೆ ಬಂದರೆ ಭತ್ತದ ಗದ್ದೆಗಳಂತೆ ಕಾಣುತ್ತವೆ. ಸಾರ್ವಜನಿಕರು ನಿತ್ಯ ಪರದಾಡುವ ಸ್ಥಿತಿ ನಿರ್ಮಾಣವಾಗಿದೆ. ಇತ್ತೀಚೆಗೆ ಸುರಿದ ಮಳೆಯಿಂದ ರಸ್ತೆಗಳಲ್ಲಿ ನೀರು ನಿಂತು ಗುಂಡಿಗಳು ಕಾಣದಂತಾಗಿವೆ. ವಾಹನ ಸವಾರರು ಬಿದ್ದು ಗಾಯಗೊಳ್ಳುತ್ತಿದ್ದಾರೆ. ಪಾದಚಾರಿಗಳು ಕೆಸರಿನಲ್ಲೇ xyxy=(290,292,334,356)
taranga-portrait xyxy=(22,628,132,768)
taranga-name2: ಸುಭಾಷ್‌ಚಂದ್ರ xyxy=(22,804,102,824)
registration-marks-4 xyxy=(300,912,332,928)
road-work-byline: ■ ಉದಯವಾಣಿ ಸಮಾಚಾರ xyxy=(210,661,256,666)
road-work-body-col3: ಲಿಂಗಸುಗೂರು: ಪಟ್ಟಣದಲ್ಲಿ ನಡೆಯುತ್ತಿರುವ ರಸ್ತೆ ಕಾಮಗಾರಿಗಳು ಗುಣಮಟ್ಟದಿಂದ ಕೂಡಿರಬೇಕು. ಬಾಳಿಕೆ ಬರುವ ರೀತಿಯಲ್ಲಿ ಕಾಮಗಾರಿ ನಿರ್ವಹಿಸಬೇಕು ಎಂದು ಶಾಸಕ ಮಾನಪ್ಪ ವಜ್ಜಲ್ ಅಧಿಕಾರಿಗಳಿಗೆ ಸೂಚಿಸಿದರು. ಕಾಮಗಾರಿ ಪರಿಶೀಲಿಸಿ ಮಾತನಾಡಿದ ಅವರು, ಕಳಪೆ ಕಾಮಗಾರಿ ಕಂಡುಬಂದರೆ ಗುತ್ತಿಗೆದಾರರ ವಿರುದ್ಧ ಕ್ರಮ ಕೈಗೊಳ್ಳಲಾಗುವುದು. ನಿಗದಿತ ಅವಧಿಯೊಳಗೆ ಕಾಮಗಾರಿ ಪೂರ್ಣಗೊಳಿಸಬೇಕು ಎಂದರು. ಪುರಸಭೆ ಅಧಿಕಾರಿಗಳು, ಮುಖಂಡರು ಇದ್ದರು. xyxy=(366,668,440,705)
power-cut-body: ರಾಯಚೂರು: ಜೆಸ್ಕಾಂ ವತಿಯಿಂದ 110/33/11 ಕೆವಿ ವಿದ್ಯುತ್ ವಿತರಣಾ ಕೇಂದ್ರದಲ್ಲಿ ತುರ್ತು ನಿರ್ವಹಣಾ ಕಾಮಗಾರಿ ಕೈಗೊಳ್ಳುವುದರಿಂದ ಆ.18ರಂದು ಬೆಳಗ್ಗೆ 10 ಗಂಟೆಯಿಂದ ಸಂಜೆ 5 ಗಂಟೆಯವರೆಗೆ ವಿವಿಧ ಪ್ರದೇಶಗಳಲ್ಲಿ ವಿದ್ಯುತ್ ಸರಬರಾಜಿನಲ್ಲಿ ವ್ಯತ್ಯಯವಾಗಲಿದೆ. ಗ್ರಾಹಕರು ಸಹಕರಿಸಬೇಕು ಎಂದು ಜೆಸ್ಕಾಂ ಕಾರ್ಯನಿರ್ವಾಹಕ ಎಂಜಿನಿಯರ್ ಪ್ರಕಟಣೆಯಲ್ಲಿ ತಿಳಿಸಿದ್ದಾರೆ. xyxy=(14,205,110,228)
sahitya-body-col3: ರಾಯಚೂರು: ಯುವ ಬರಹಗಾರರು ಸಾಹಿತ್ಯವನ್ನು ಆಳವಾಗಿ ಅಧ್ಯಯನ ಮಾಡಿ ಮೈಗೂಡಿಸಿಕೊಂಡಾಗ ಮಾತ್ರ ಉತ್ತಮ ಕೃತಿಗಳು ಹೊರಬರಲು ಸಾಧ್ಯ ಎಂದು ಹಿರಿಯ ಸಾಹಿತಿಗಳು ಅಭಿಪ್ರಾಯಪಟ್ಟರು. ನಗರದಲ್ಲಿ ಹಮ್ಮಿಕೊಂಡಿದ್ದ ಕವನ ಸಂಕಲನ ಬಿಡುಗಡೆ ಸಮಾರಂಭದಲ್ಲಿ ಅವರು ಮಾತನಾಡಿದರು. ಓದುವ ಹವ್ಯಾಸ ಬೆಳೆಸಿಕೊಳ್ಳಬೇಕು. ಹಿರಿಯ ಕವಿಗಳ ಕೃತಿಗಳನ್ನು ಓದಿ ಅರ್ಥೈಸಿಕೊಳ್ಳಬೇಕು. ಸಮಾಜದ ಸಮಸ್ಯೆಗಳಿಗೆ ಸ್ಪಂದಿಸುವ ಬರಹಗಳು ಮೂಡಿಬರಬೇಕು ಎಂದರು. ಸಾಹಿತ್ಯ ಪರಿಷತ್ ಪದಾಧಿಕಾರಿಗಳು, ಕವಿಗಳು, ಸಾಹಿತ್ಯಾಸಕ್ತರು ಭಾಗವಹಿಸಿದ್ದರು. xyxy=(366,862,440,903)
maternity-kicker: 681 ಸಹಜ-ತಸ್ತಚಿಕಿತ್ಸೆ (ಸಿಸೇರಿಯನ್) 522 ಹೆರಿಗೆ ಮೂಲಕ ಗಮನಾರ್ಹ ಸಾಧನೆ xyxy=(200,364,440,376)
sidebox xyxy=(442,282,586,358)
lead-quote-box xyxy=(338,284,438,356)
power-cut-heading: ಇಂದು ವಿದ್ಯುತ್ ವ್ಯತ್ಯಯ xyxy=(14,194,74,203)
sahitya-photo xyxy=(288,788,442,848)
sahitya-kicker: 'ಐಚ್ಛಿಕ ಉದಯ ದೇಗುಲ' ಯುವ ಬರಹಗಾರರ ಕವನ ಚಿತ್ತಿ ಕೃತಿ ಬಿಡುಗಡೆ xyxy=(250,758,357,763)
taranga-promo1b-text: ಗಡ ಹೋಲಿಸ್ ಕುದ್ದು! xyxy=(137,659,199,665)
hanidani-brand xyxy=(18,70,52,86)
corner-tag: ACR 2 xyxy=(566,5,579,10)
mlc-visit-body-col2: ರಾಯಚೂರು: ತಾಲೂಕಿನ ಕುರುಬದೊಡ್ಡಿ ಗ್ರಾಮಕ್ಕೆ ವಿಧಾನ ಪರಿಷತ್ ಸದಸ್ಯ ಎ.ವಸಂತಕುಮಾರ್ ಭೇಟಿ ನೀಡಿ ಗ್ರಾಮಸ್ಥರ ಸಮಸ್ಯೆಗಳನ್ನು ಆಲಿಸಿದರು. ಗ್ರಾಮದಲ್ಲಿ ಕುಡಿಯುವ ನೀರು, ರಸ್ತೆ, ಚರಂಡಿ ಸಮಸ್ಯೆ ಇದ್ದು ಕೂಡಲೇ ಪರಿಹರಿಸಬೇಕು ಎಂದು ಗ್ರಾಮಸ್ಥರು ಮನವಿ ಮಾಡಿದರು. ಈ ಕುರಿತು ಸಂಬಂಧಿಸಿದ ಅಧಿಕಾರಿಗಳೊಂದಿಗೆ ಚರ್ಚಿಸಿ ಶೀಘ್ರ ಕ್ರಮ ಕೈಗೊಳ್ಳುವುದಾಗಿ ಭರವಸೆ ನೀಡಿದರು. ಸ್ಥಳೀಯ ಮುಖಂಡರು, ಗ್ರಾಮಸ್ಥರು ಇದ್ದರು. xyxy=(520,536,586,573)
sahitya-byline: ■ ಉದಯವಾಣಿ ಸಮಾಚಾರ xyxy=(210,787,256,792)
section-title: ರಾಯಚೂರು xyxy=(128,18,256,54)
maternity-photo-caption: ರಾಯಚೂರು ನಗರದ ತಾಯಿ ಮತ್ತು ಮಕ್ಕಳ ಆಸ್ಪತ್ರೆಯಲ್ಲಿ ಚಿಕಿತ್ಸೆ ಪಡೆಯುತ್ತಿರುವ ಬಾಣಂತಿಯರು. xyxy=(210,474,332,478)
left-story2-heading: ಟಿಬಿ ಡ್ಯಾಂ ಗೇಟ್ ಮರು ಜೋಡಣೆ ನಿರ್ಲಕ್ಷ್ಯ: ಗುರುಲಿಂಗನಗೌಡ xyxy=(14,268,106,284)
registration-marks-5 xyxy=(420,912,436,928)
hanidani-drop-icon xyxy=(10,74,17,83)
taranga-subtitle: ಆವರ xyxy=(122,620,135,628)
taranga-cover-line: ಅಮರ ಹೋರಾಟದ ಅಜರಾಮರ ನೆನಪು xyxy=(24,851,118,873)
taranga-promo3a-text: ಟಾಪ್10 xyxy=(150,749,171,756)
page-number: 2 xyxy=(13,12,29,37)
taranga-bottom-text: ಕಣ್ಣನ ಕಾಯುತೇ ಲೇಸರ್ ಚಿಕಿತ್ಸೆ xyxy=(28,897,99,905)
sidebox-heading: ಸಚಿವರು-ಶಾಸಕರು ಅದ್ವಾನದ ರಸ್ತೆಗಳಿಗೆ xyxy=(447,285,528,293)
taranga-name3: ಬೋಸ್ xyxy=(54,824,97,844)
mlc-visit-headline: ಕುರುಬದೊಡ್ಡಿಗೆ ಎಂಎಲ್‌ಸಿ ಭೇಟಿ-ಜನರ ಸಮಸ್ಯೆ ಆಲಿಕೆ xyxy=(450,366,578,390)
lead-quote-by: — ಶಿವಕುಮಾರ್ ಬುಲ್ಲಾಪುರ, ಸ್ಥಳೀಯ ನಿವಾಸಿ xyxy=(346,342,400,346)
road-work-body-col2: ಲಿಂಗಸುಗೂರು: ಪಟ್ಟಣದಲ್ಲಿ ನಡೆಯುತ್ತಿರುವ ರಸ್ತೆ ಕಾಮಗಾರಿಗಳು ಗುಣಮಟ್ಟದಿಂದ ಕೂಡಿರಬೇಕು. ಬಾಳಿಕೆ ಬರುವ ರೀತಿಯಲ್ಲಿ ಕಾಮಗಾರಿ ನಿರ್ವಹಿಸಬೇಕು ಎಂದು ಶಾಸಕ ಮಾನಪ್ಪ ವಜ್ಜಲ್ ಅಧಿಕಾರಿಗಳಿಗೆ ಸೂಚಿಸಿದರು. ಕಾಮಗಾರಿ ಪರಿಶೀಲಿಸಿ ಮಾತನಾಡಿದ ಅವರು, ಕಳಪೆ ಕಾಮಗಾರಿ ಕಂಡುಬಂದರೆ ಗುತ್ತಿಗೆದಾರರ ವಿರುದ್ಧ ಕ್ರಮ ಕೈಗೊಳ್ಳಲಾಗುವುದು. ನಿಗದಿತ ಅವಧಿಯೊಳಗೆ ಕಾಮಗಾರಿ ಪೂರ್ಣಗೊಳಿಸಬೇಕು ಎಂದರು. ಪುರಸಭೆ ಅಧಿಕಾರಿಗಳು, ಮುಖಂಡರು ಇದ್ದರು. xyxy=(288,668,362,705)
poem-title: ಆಯುಷ್ಯ xyxy=(45,99,66,107)
lead-deck2: ಪ್ರತಿಷ್ಠಿತ ಬಡಾವಣೆಗಳಲ್ಲೇ ಗುಂಡಿಗಳಿಂದ ತುಂಬಿದ ದಾರಿಗಳು ■ ಸ್ವಲ್ಪ ಯಾಮಾರಿದರೂ ಮೈ-ಕೈಗೆಲ್ಲ ಕೆಸರು, ಬಟ್ಟೆಯೆಲ್ಲ ಕೊಳೆ xyxy=(121,113,420,122)
